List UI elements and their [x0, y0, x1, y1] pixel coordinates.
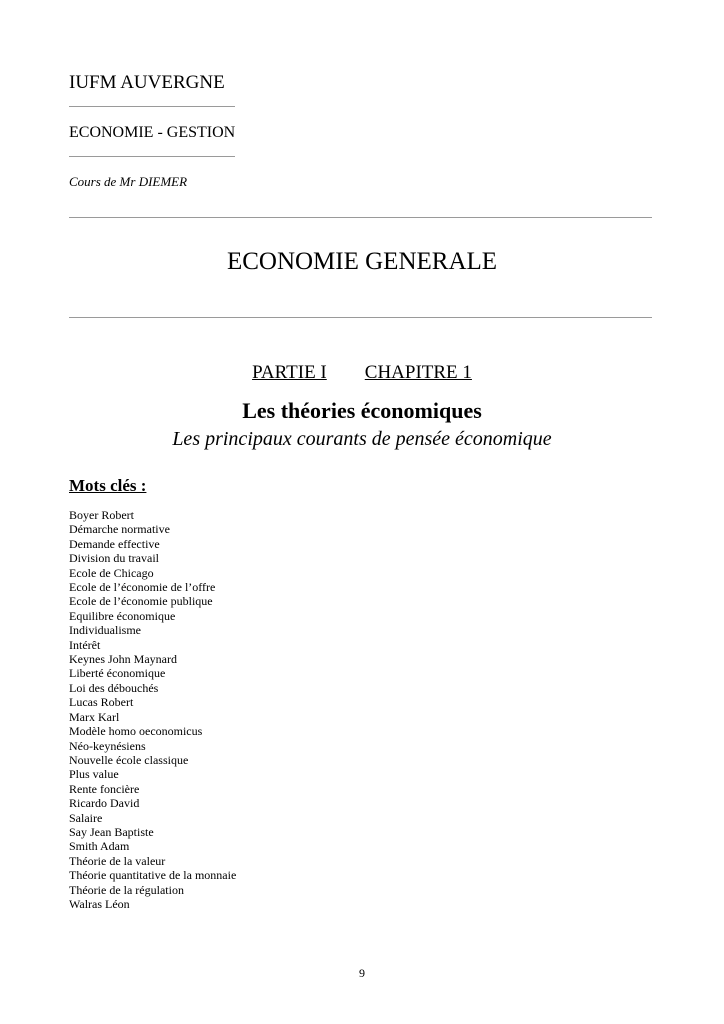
- keyword-item: Equilibre économique: [69, 608, 176, 623]
- header-divider: [69, 156, 235, 157]
- chapter-label: CHAPITRE 1: [364, 362, 472, 383]
- keyword-item: Marx Karl: [69, 709, 120, 724]
- keyword-item: Théorie quantitative de la monnaie: [69, 868, 237, 883]
- keyword-item: Salaire: [69, 810, 103, 825]
- part-chapter-line: [0, 362, 724, 384]
- keyword-item: Lucas Robert: [69, 695, 134, 710]
- institution-name: IUFM AUVERGNE: [69, 72, 225, 93]
- department-name: ECONOMIE - GESTION: [69, 124, 236, 141]
- keyword-item: Modèle homo oeconomicus: [69, 724, 203, 739]
- title-divider-top: [69, 217, 652, 218]
- keyword-item: Individualisme: [69, 623, 141, 638]
- keyword-item: Néo-keynésiens: [69, 738, 146, 753]
- keyword-item: Smith Adam: [69, 839, 130, 854]
- keyword-item: Walras Léon: [69, 896, 130, 911]
- keyword-item: Intérêt: [69, 637, 101, 652]
- keyword-item: Plus value: [69, 767, 119, 782]
- keyword-item: Division du travail: [69, 551, 159, 566]
- keyword-item: Say Jean Baptiste: [69, 824, 154, 839]
- keyword-item: Théorie de la régulation: [69, 882, 184, 897]
- keyword-item: Ricardo David: [69, 796, 140, 811]
- keyword-item: Démarche normative: [69, 522, 170, 537]
- keyword-item: Demande effective: [69, 536, 160, 551]
- keywords-list: [69, 508, 236, 911]
- main-title: ECONOMIE GENERALE: [226, 248, 498, 275]
- keyword-item: Théorie de la valeur: [69, 853, 166, 868]
- keyword-item: Ecole de l’économie publique: [69, 594, 213, 609]
- keyword-item: Ecole de l’économie de l’offre: [69, 580, 216, 595]
- keyword-item: Keynes John Maynard: [69, 652, 177, 667]
- keyword-item: Ecole de Chicago: [69, 565, 154, 580]
- teacher-name: Cours de Mr DIEMER: [69, 174, 188, 189]
- keyword-item: Rente foncière: [69, 781, 140, 796]
- keyword-item: Loi des débouchés: [69, 680, 159, 695]
- part-label: PARTIE I: [252, 362, 327, 383]
- header-divider: [69, 106, 235, 107]
- chapter-title: Les théories économiques: [242, 398, 482, 423]
- keyword-item: Nouvelle école classique: [69, 752, 189, 767]
- page-number: 9: [359, 966, 365, 980]
- chapter-subtitle: Les principaux courants de pensée économique: [172, 428, 552, 450]
- keyword-item: Liberté économique: [69, 666, 166, 681]
- keyword-item: Boyer Robert: [69, 508, 134, 522]
- keywords-heading: Mots clés :: [69, 476, 147, 495]
- title-divider-bottom: [69, 317, 652, 318]
